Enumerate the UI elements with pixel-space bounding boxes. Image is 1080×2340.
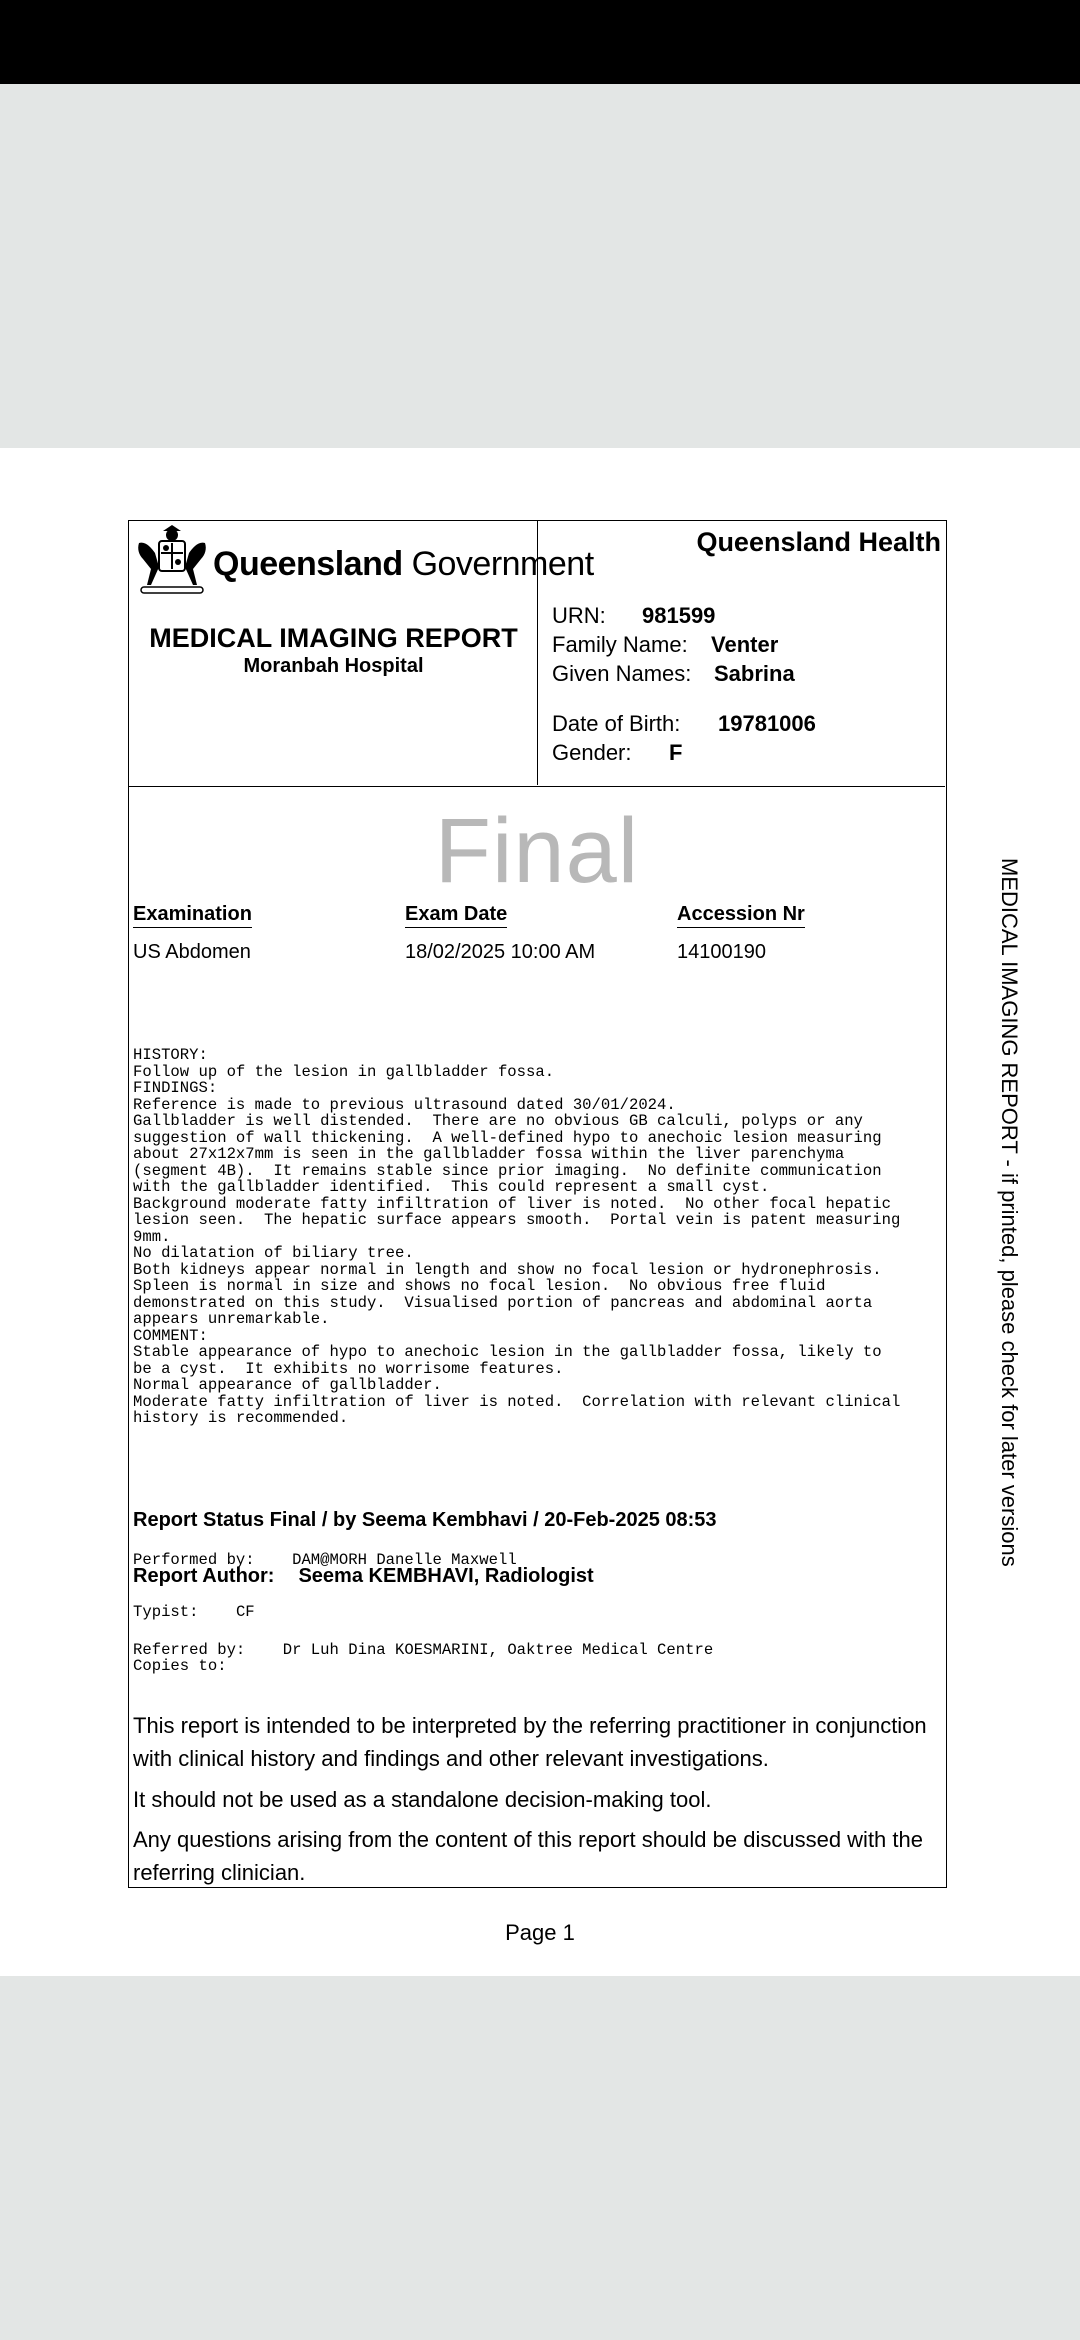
report-line: Follow up of the lesion in gallbladder fossa. <box>133 1062 555 1081</box>
report-line: Moderate fatty infiltration of liver is noted. Correlation with relevant clinical <box>133 1392 901 1411</box>
patient-details <box>538 521 945 785</box>
report-author-line <box>133 1565 594 1588</box>
gender-value: F <box>669 740 683 765</box>
exam-date-header: Exam Date <box>405 903 507 928</box>
report-line: suggestion of wall thickening. A well-defined hypo to anechoic lesion measuring <box>133 1128 882 1147</box>
report-line: Stable appearance of hypo to anechoic lesion in the gallbladder fossa, likely to <box>133 1343 882 1361</box>
family-name-value: Venter <box>711 632 779 657</box>
logo-wordmark: Queensland Government <box>213 545 594 583</box>
report-line: with the gallbladder identified. This could represent a small cyst. <box>133 1178 770 1196</box>
disclaimer-paragraph: This report is intended to be interpreted by the referring practitioner in conjunction with clinical history and findings and other relevant investigations. <box>133 1713 927 1771</box>
report-frame <box>128 520 947 1888</box>
report-line: Spleen is normal in size and shows no focal lesion. No obvious free fluid <box>133 1277 826 1295</box>
report-line: demonstrated on this study. Visualised portion of pancreas and abdominal aorta <box>133 1293 873 1312</box>
hospital-name: Moranbah Hospital <box>243 655 424 677</box>
urn-label: URN: <box>552 603 606 628</box>
report-page <box>0 448 1080 1976</box>
report-line: (segment 4B). It remains stable since prior imaging. No definite communication <box>133 1161 882 1180</box>
report-author-value: Seema KEMBHAVI, Radiologist <box>298 1565 594 1587</box>
report-line: Background moderate fatty infiltration of liver is noted. No other focal hepatic <box>133 1194 891 1213</box>
dob-value: 19781006 <box>718 711 816 736</box>
report-line: lesion seen. The hepatic surface appears smooth. Portal vein is patent measuring <box>133 1211 901 1229</box>
report-line: history is recommended. <box>133 1409 349 1427</box>
report-line: appears unremarkable. <box>133 1310 330 1328</box>
report-line: be a cyst. It exhibits no worrisome features. <box>133 1359 564 1378</box>
queensland-government-logo <box>133 523 594 603</box>
urn-value: 981599 <box>642 603 716 628</box>
report-line: FINDINGS: <box>133 1079 218 1097</box>
gender-label: Gender: <box>552 740 632 765</box>
accession-header: Accession Nr <box>677 903 805 928</box>
accession-value: 14100190 <box>677 941 766 963</box>
report-line: COMMENT: <box>133 1326 208 1345</box>
report-text <box>133 1047 941 1427</box>
report-header <box>129 521 945 787</box>
exam-date-value: 18/02/2025 10:00 AM <box>405 941 596 963</box>
performed-by-label: Performed by: <box>133 1551 255 1569</box>
report-line: Normal appearance of gallbladder. <box>133 1376 442 1394</box>
family-name-label: Family Name: <box>552 632 688 657</box>
status-watermark: Final <box>434 800 640 902</box>
examination-header: Examination <box>133 903 252 928</box>
report-line: Gallbladder is well distended. There are no obvious GB calculi, polyps or any <box>133 1112 863 1130</box>
report-status: Report Status Final / by Seema Kembhavi / 20-Feb-2025 08:53 <box>133 1509 717 1531</box>
report-line: 9mm. <box>133 1227 171 1246</box>
disclaimer-paragraph: Any questions arising from the content of this report should be discussed with the referring clinician. <box>133 1827 923 1885</box>
page-number: Page 1 <box>505 1920 575 1945</box>
copies-to-label: Copies to: <box>133 1657 227 1675</box>
report-line: No dilatation of biliary tree. <box>133 1244 414 1262</box>
disclaimer-paragraph: It should not be used as a standalone decision-making tool. <box>133 1787 712 1812</box>
referred-by-value: Dr Luh Dina KOESMARINI, Oaktree Medical Centre <box>282 1641 714 1659</box>
organisation-name: Queensland Health <box>696 527 941 557</box>
given-names-label: Given Names: <box>552 661 692 686</box>
typist-value: CF <box>235 1603 255 1621</box>
typist-line <box>133 1603 255 1621</box>
given-names-value: Sabrina <box>714 661 795 686</box>
status-bar <box>0 0 1080 84</box>
dob-label: Date of Birth: <box>552 711 681 736</box>
report-line: HISTORY: <box>133 1046 208 1064</box>
report-line: Reference is made to previous ultrasound dated 30/01/2024. <box>133 1095 676 1114</box>
examination-value: US Abdomen <box>133 941 251 963</box>
performed-by-value: DAM@MORH Danelle Maxwell <box>292 1551 517 1569</box>
typist-label: Typist: <box>133 1603 199 1621</box>
report-title: MEDICAL IMAGING REPORT <box>149 623 518 653</box>
report-line: about 27x12x7mm is seen in the gallbladder fossa within the liver parenchyma <box>133 1145 845 1163</box>
referred-by-label: Referred by: <box>133 1641 246 1659</box>
report-author-label: Report Author: <box>133 1565 275 1587</box>
coat-of-arms-icon <box>133 523 211 599</box>
side-note-text: MEDICAL IMAGING REPORT - if printed, please check for later versions <box>997 858 1022 1567</box>
report-line: Both kidneys appear normal in length and show no focal lesion or hydronephrosis. <box>133 1260 882 1279</box>
